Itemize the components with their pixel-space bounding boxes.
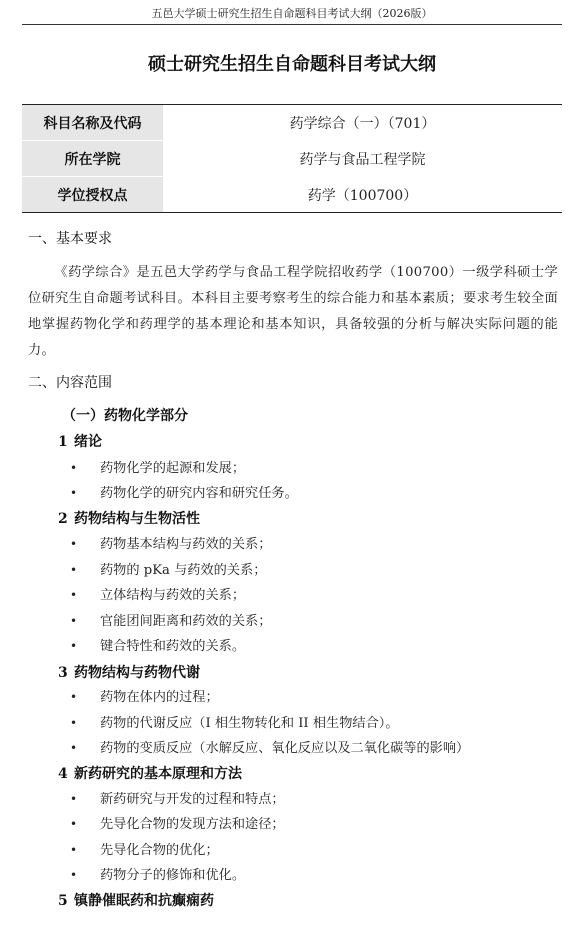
chapter-heading — [58, 762, 242, 786]
list-item-text: 新药研究与开发的过程和特点； — [100, 792, 285, 807]
list-item — [70, 457, 245, 480]
list-item — [70, 737, 469, 760]
requirements-paragraph: 《药学综合》是五邑大学药学与食品工程学院招收药学（100700）一级学科硕士学位研究生自命题考试科目。本科目主要考察考生的综合能力和基本素质；要求考生较全面地掌握药物化学和药理学的基本理论和基本知识，具备较强的分析与解决实际问题的能力。 — [28, 265, 558, 358]
row-value-subject: 药学综合（一）（701） — [163, 105, 562, 141]
bullet-dot: • — [70, 868, 78, 882]
list-item-text: 药物的变质反应（水解反应、氧化反应以及二氧化碳等的影响） — [100, 741, 470, 756]
bullet-dot: • — [70, 741, 78, 755]
header-rule — [22, 24, 562, 25]
subsection-heading-medchem: （一）药物化学部分 — [62, 408, 188, 424]
bullet-dot: • — [70, 817, 78, 831]
bullet-dot: • — [70, 486, 78, 500]
list-item-text: 药物的代谢反应（I 相生物转化和 II 相生物结合）。 — [100, 716, 399, 731]
list-item — [70, 839, 219, 862]
bullet-dot: • — [70, 639, 78, 653]
bullet-dot: • — [70, 690, 78, 704]
chapter-number: 1 — [58, 434, 68, 450]
bullet-dot: • — [70, 716, 78, 730]
list-item — [70, 686, 219, 709]
chapter-heading — [58, 507, 200, 531]
row-label-degree: 学位授权点 — [22, 177, 163, 213]
row-value-college: 药学与食品工程学院 — [163, 141, 562, 177]
document-title: 硕士研究生招生自命题科目考试大纲 — [148, 54, 436, 75]
list-item — [70, 610, 271, 633]
row-value-degree: 药学（100700） — [307, 187, 418, 204]
row-label-college: 所在学院 — [22, 141, 163, 177]
list-item-text: 药物基本结构与药效的关系； — [100, 537, 272, 552]
list-item-text: 键合特性和药效的关系。 — [100, 639, 246, 654]
bullet-dot: • — [70, 792, 78, 806]
bullet-dot: • — [70, 588, 78, 602]
running-header: 五邑大学硕士研究生招生自命题科目考试大纲（2026版） — [151, 7, 433, 20]
list-item — [70, 712, 399, 735]
list-item-text: 官能团间距离和药效的关系； — [100, 614, 272, 629]
table-row — [22, 141, 562, 177]
list-item — [70, 864, 245, 887]
chapter-title: 药物结构与生物活性 — [74, 511, 200, 527]
bullet-dot: • — [70, 461, 78, 475]
list-item — [70, 813, 285, 836]
list-item — [70, 788, 285, 811]
bullet-dot: • — [70, 563, 78, 577]
chapter-title: 新药研究的基本原理和方法 — [74, 766, 242, 782]
chapter-number: 5 — [58, 893, 68, 909]
table-row — [22, 105, 562, 141]
list-item — [70, 584, 245, 607]
list-item-text: 立体结构与药效的关系； — [100, 588, 246, 603]
bullet-dot: • — [70, 843, 78, 857]
list-item — [70, 559, 266, 582]
subject-info-table — [22, 104, 562, 213]
list-item-text: 先导化合物的发现方法和途径； — [100, 817, 285, 832]
chapter-title: 镇静催眠药和抗癫痫药 — [74, 893, 214, 909]
chapter-heading — [58, 889, 214, 913]
list-item-text: 先导化合物的优化； — [100, 843, 219, 858]
list-item-text: 药物化学的研究内容和研究任务。 — [100, 486, 298, 501]
section-heading-scope: 二、内容范围 — [28, 375, 112, 391]
list-item — [70, 635, 245, 658]
chapter-title: 绪论 — [74, 434, 102, 450]
list-item-text: 药物在体内的过程； — [100, 690, 219, 705]
chapter-heading — [58, 661, 200, 685]
section-heading-requirements: 一、基本要求 — [28, 231, 112, 247]
chapter-number: 4 — [58, 766, 68, 782]
list-item-text: 药物化学的起源和发展； — [100, 461, 246, 476]
list-item — [70, 482, 298, 505]
table-row — [22, 177, 562, 213]
chapter-heading — [58, 430, 102, 454]
list-item — [70, 533, 271, 556]
bullet-dot: • — [70, 614, 78, 628]
row-label-subject: 科目名称及代码 — [22, 105, 163, 141]
chapter-number: 3 — [58, 665, 68, 681]
chapter-title: 药物结构与药物代谢 — [74, 665, 200, 681]
list-item-text: 药物分子的修饰和优化。 — [100, 868, 246, 883]
chapter-number: 2 — [58, 511, 68, 527]
bullet-dot: • — [70, 537, 78, 551]
list-item-text: 药物的 pKa 与药效的关系； — [100, 563, 267, 578]
